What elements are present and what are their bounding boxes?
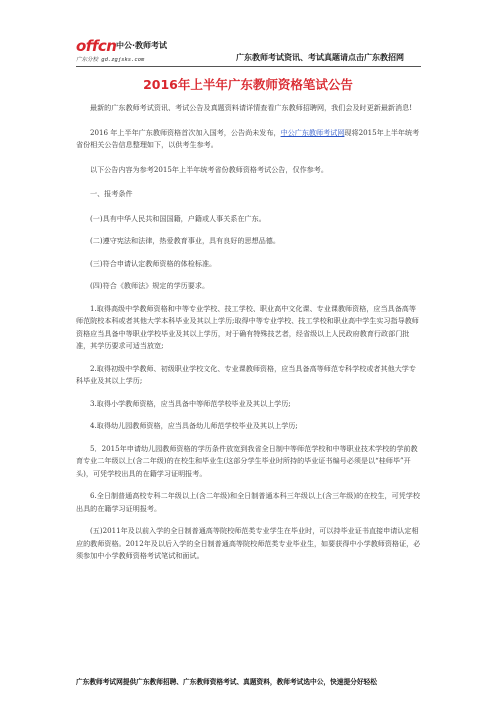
intro-paragraph: 最新的广东教师考试资讯、考试公告及真题资料请详情查看广东教师招聘网，我们会及时更新最新消息! (90, 103, 413, 112)
condition-item: (一)具有中华人民共和国国籍，户籍或人事关系在广东。 (90, 213, 266, 223)
section-heading: 一、报考条件 (90, 189, 133, 198)
requirement-item: 6.全日制普通高校专科二年级以上(含二年级)和全日制普通本科三年级以上(含三年级)的在校生，可凭学校出具的在籍学习证明报考。 (76, 491, 420, 513)
requirement-item: 3.取得小学教师资格，应当具备中等师范学校毕业及其以上学历; (90, 398, 291, 408)
header-promo-link[interactable]: 广东教师考试资讯、考试真题请点击广东教招网 (236, 53, 404, 62)
offcn-logo[interactable] (76, 38, 216, 64)
condition-item: (四)符合《教师法》规定的学历要求。 (90, 281, 210, 290)
condition-item: (三)符合申请认定教师资格的体检标准。 (90, 258, 217, 268)
condition-item: (二)遵守宪法和法律，热爱教育事业，具有良好的思想品德。 (90, 236, 280, 245)
requirement-item: 2.取得初级中学教师、初级职业学校文化、专业课教师资格，应当具备高等师范专科学校或者其他大学专科毕业及其以上学历; (76, 363, 416, 385)
reference-paragraph: 以下公告内容为参考2015年上半年统考省份教师资格考试公告，仅作参考。 (90, 164, 328, 174)
notice-text-after: 现将2015年上半年统考省份相关公告信息整理如下，以供考生参考。 (76, 127, 420, 149)
page-footer-promo[interactable]: 广东教师考试网提供广东教师招聘、广东教师资格考试、真题资料，教师考试选中公，快速提分好轻松 (76, 678, 377, 686)
requirement-item: 4.取得幼儿园教师资格，应当具备幼儿师范学校毕业及其以上学历; (90, 421, 298, 430)
logo-mark: offcn (76, 37, 117, 55)
page-header (76, 38, 436, 66)
requirement-item: 5．2015年申请幼儿园教师资格的学历条件放宽到我省全日制中等师范学校和中等职业技术学校的学前教育专业二年级以上(含二年级)的在校生和毕业生(这部分学生毕业时所持的毕业证书编号必须是以“桂师毕”开头)，可凭学校出具的在籍学习证明报考。 (76, 443, 418, 478)
logo-subtitle: 广东分校 gd.zgjsks.com (76, 57, 145, 63)
page-title: 2016年上半年广东教师资格笔试公告 (143, 77, 353, 92)
article-body (76, 102, 422, 573)
header-divider (76, 66, 421, 67)
requirement-item: 1.取得高级中学教师资格和中等专业学校、技工学校、职业高中文化课、专业课教师资格，应当具备高等师范院校本科或者其他大学本科毕业及其以上学历;取得中等专业学校、技工学校和职业高中学生实习指导教师资格应当具备中等职业学校毕业及其以上学历，对于确有特殊技艺者，经省级以上人民政府教育行政部门批准，其学历要求可适当放宽; (76, 303, 419, 350)
offcn-guangdong-link[interactable]: 中公广东教师考试网 (280, 127, 345, 137)
notice-text-before: 2016 年上半年广东教师资格首次加入国考，公告尚未发布， (90, 127, 281, 137)
logo-brand-text: 中公·教师考试 (116, 41, 168, 50)
notice-paragraph (76, 127, 422, 152)
requirement-item: (五)2011年及以前入学的全日制普通高等院校师范类专业学生在毕业时，可以持毕业证书直接申请认定相应的教师资格。2012年及以后入学的全日制普通高等院校师范类专业毕业生，如要获得中小学教师资格证，必须参加中小学教师资格考试笔试和面试。 (76, 526, 421, 560)
